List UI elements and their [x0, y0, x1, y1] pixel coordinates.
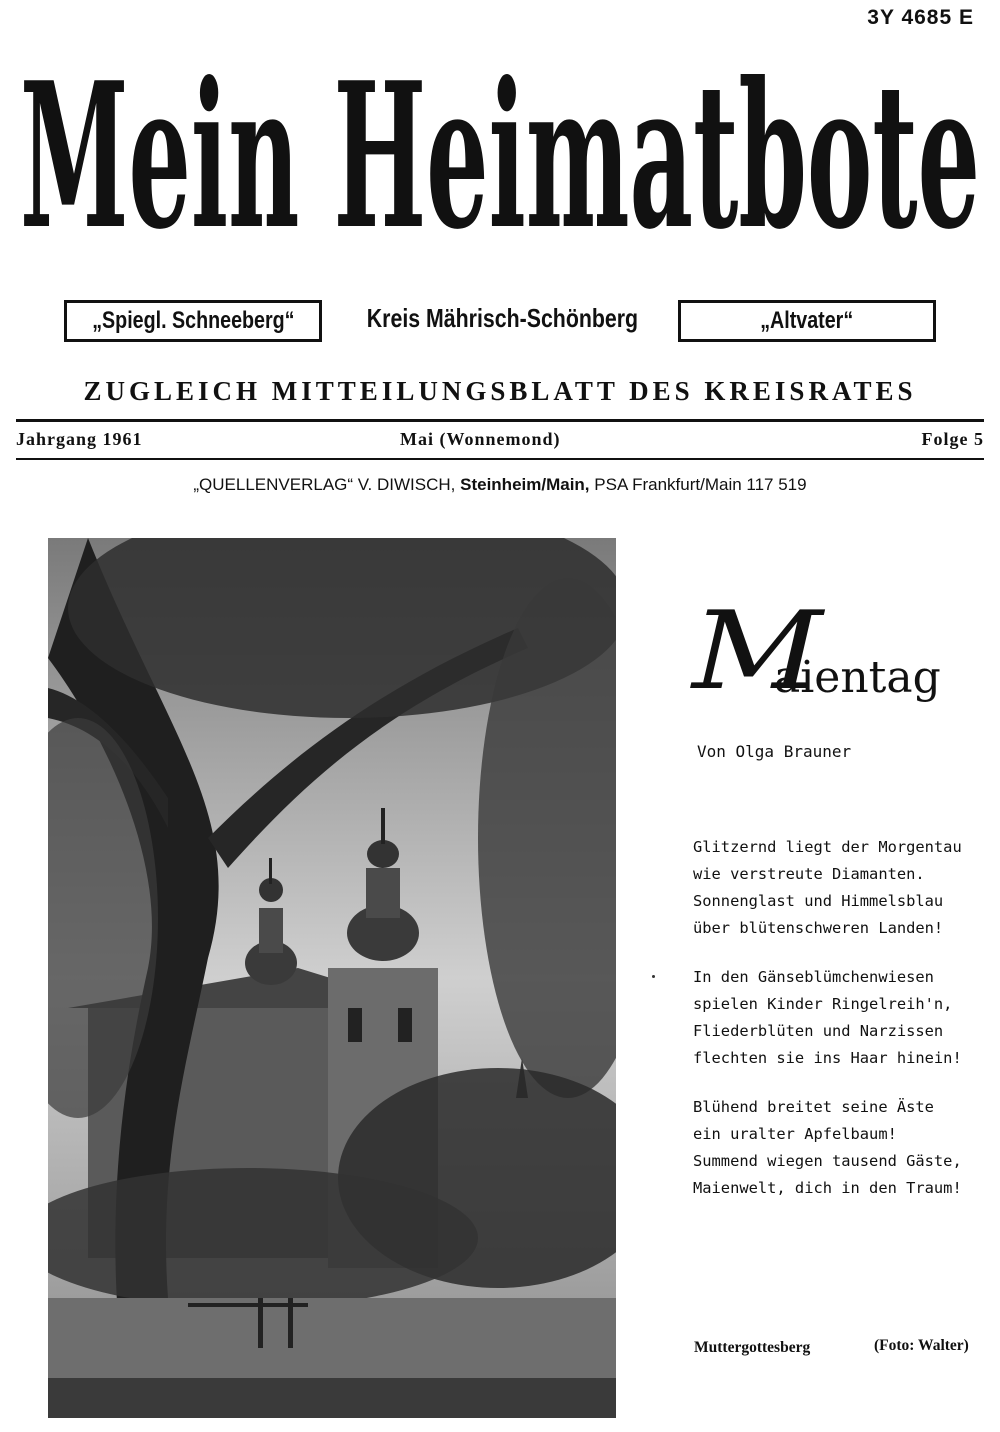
poem-line: spielen Kinder Ringelreih'n, [693, 995, 953, 1013]
poem-line: Summend wiegen tausend Gäste, [693, 1152, 962, 1170]
region-right-label: „Altvater“ [760, 307, 854, 334]
region-box-left [64, 300, 322, 342]
church-photo [48, 538, 616, 1418]
poem-stanza-3 [693, 1094, 993, 1202]
region-left-label: „Spiegl. Schneeberg“ [91, 307, 295, 334]
issue-month: Mai (Wonnemond) [400, 429, 561, 449]
poem-line: ein uralter Apfelbaum! [693, 1125, 897, 1143]
poem-stanza-1 [693, 834, 993, 942]
publisher-account: PSA Frankfurt/Main 117 519 [594, 475, 807, 494]
poem-line: über blütenschweren Landen! [693, 919, 944, 937]
masthead-text: Mein Heimatbote [20, 48, 980, 274]
postal-code: 3Y 4685 E [867, 6, 974, 29]
district-label [334, 303, 670, 334]
region-box-right [678, 300, 936, 342]
rule-bottom [16, 458, 984, 460]
poem-line: Fliederblüten und Narzissen [693, 1022, 944, 1040]
poem-author: Von Olga Brauner [697, 742, 852, 761]
issue-info-row [16, 429, 984, 455]
volume-year: Jahrgang 1961 [16, 429, 143, 449]
poem-title [692, 589, 972, 722]
poem-title-rest: aientag [774, 652, 941, 703]
poem-line: wie verstreute Diamanten. [693, 865, 925, 883]
publisher-place: Steinheim/Main, [460, 475, 590, 494]
poem-line: flechten sie ins Haar hinein! [693, 1049, 962, 1067]
subtitle: ZUGLEICH MITTEILUNGSBLATT DES KREISRATES [83, 376, 917, 406]
photo-caption: Muttergottesberg [694, 1339, 811, 1356]
masthead-title [8, 48, 992, 284]
poem-line: Maienwelt, dich in den Traum! [693, 1179, 962, 1197]
poem-line: In den Gänseblümchenwiesen [693, 968, 934, 986]
rule-top [16, 419, 984, 422]
stray-mark [652, 975, 655, 978]
district-text: Kreis Mährisch-Schönberg [366, 303, 638, 333]
poem-title-initial: M [692, 589, 823, 714]
issue-number: Folge 5 [921, 429, 984, 449]
publisher-name: „QUELLENVERLAG“ V. DIWISCH, [193, 475, 456, 494]
publisher-line [140, 475, 860, 495]
poem-stanza-2 [693, 964, 993, 1072]
poem-line: Glitzernd liegt der Morgentau [693, 838, 962, 856]
photo-credit: (Foto: Walter) [874, 1337, 969, 1354]
poem-line: Blühend breitet seine Äste [693, 1098, 934, 1116]
church-photo-illustration [48, 538, 616, 1418]
poem-line: Sonnenglast und Himmelsblau [693, 892, 944, 910]
